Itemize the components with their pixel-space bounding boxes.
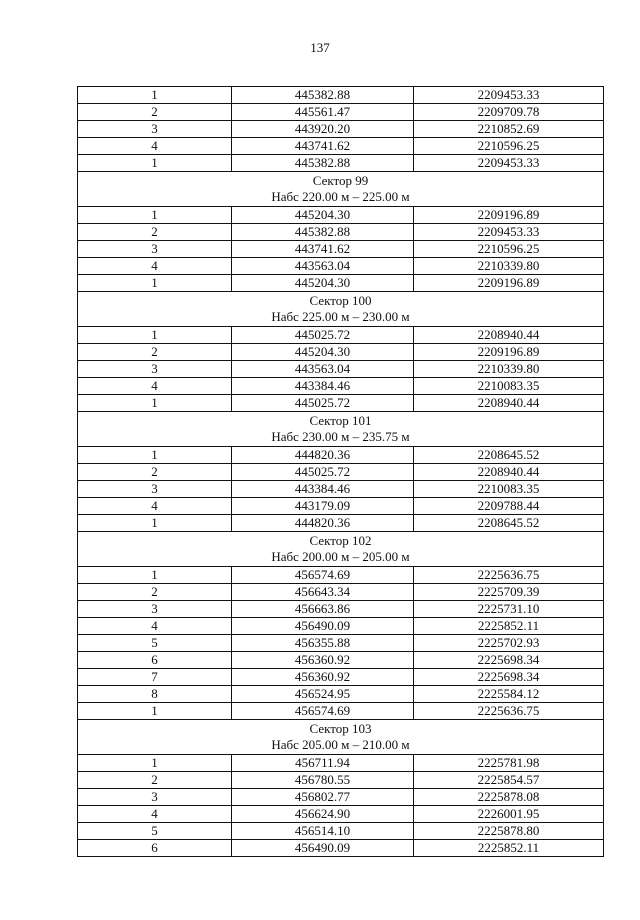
table-row [78,275,604,292]
point-number-cell: 2 [78,464,232,481]
table-row [78,618,604,635]
table-row [78,155,604,172]
x-coordinate-cell: 445025.72 [232,464,414,481]
x-coordinate-cell: 456514.10 [232,823,414,840]
y-coordinate-cell: 2210083.35 [414,481,604,498]
table-row [78,258,604,275]
y-coordinate-cell: 2225781.98 [414,755,604,772]
table-row [78,703,604,720]
x-coordinate-cell: 443741.62 [232,241,414,258]
sector-header-cell [78,412,604,447]
point-number-cell: 3 [78,789,232,806]
point-number-cell: 5 [78,823,232,840]
point-number-cell: 4 [78,806,232,823]
y-coordinate-cell: 2208940.44 [414,395,604,412]
table-row [78,207,604,224]
point-number-cell: 1 [78,567,232,584]
table-row [78,498,604,515]
table-row [78,361,604,378]
point-number-cell: 6 [78,652,232,669]
table-row [78,395,604,412]
x-coordinate-cell: 445204.30 [232,207,414,224]
sector-height-range: Набс 230.00 м – 235.75 м [271,429,410,444]
table-row [78,327,604,344]
table-row [78,601,604,618]
x-coordinate-cell: 445382.88 [232,224,414,241]
point-number-cell: 2 [78,104,232,121]
x-coordinate-cell: 443920.20 [232,121,414,138]
table-row [78,755,604,772]
point-number-cell: 3 [78,601,232,618]
sector-title: Сектор 103 [309,721,372,736]
point-number-cell: 1 [78,515,232,532]
x-coordinate-cell: 443563.04 [232,258,414,275]
y-coordinate-cell: 2225702.93 [414,635,604,652]
x-coordinate-cell: 456663.86 [232,601,414,618]
point-number-cell: 4 [78,258,232,275]
x-coordinate-cell: 456643.34 [232,584,414,601]
sector-header-row [78,720,604,755]
sector-height-range: Набс 200.00 м – 205.00 м [271,549,410,564]
point-number-cell: 2 [78,772,232,789]
y-coordinate-cell: 2225636.75 [414,567,604,584]
point-number-cell: 8 [78,686,232,703]
x-coordinate-cell: 456360.92 [232,669,414,686]
table-row [78,447,604,464]
y-coordinate-cell: 2225698.34 [414,652,604,669]
table-row [78,635,604,652]
x-coordinate-cell: 443384.46 [232,378,414,395]
x-coordinate-cell: 456780.55 [232,772,414,789]
point-number-cell: 4 [78,498,232,515]
y-coordinate-cell: 2209788.44 [414,498,604,515]
y-coordinate-cell: 2208645.52 [414,515,604,532]
y-coordinate-cell: 2210339.80 [414,258,604,275]
y-coordinate-cell: 2209196.89 [414,344,604,361]
sector-header-row [78,532,604,567]
x-coordinate-cell: 456711.94 [232,755,414,772]
point-number-cell: 1 [78,155,232,172]
x-coordinate-cell: 456355.88 [232,635,414,652]
x-coordinate-cell: 444820.36 [232,515,414,532]
page-number: 137 [310,40,330,55]
point-number-cell: 1 [78,327,232,344]
x-coordinate-cell: 443741.62 [232,138,414,155]
x-coordinate-cell: 456574.69 [232,567,414,584]
x-coordinate-cell: 443563.04 [232,361,414,378]
y-coordinate-cell: 2210596.25 [414,241,604,258]
point-number-cell: 4 [78,618,232,635]
sector-title: Сектор 101 [309,413,372,428]
sector-header-row [78,172,604,207]
sector-title: Сектор 100 [309,293,372,308]
sector-header-cell [78,532,604,567]
point-number-cell: 2 [78,584,232,601]
x-coordinate-cell: 456360.92 [232,652,414,669]
point-number-cell: 3 [78,361,232,378]
table-row [78,686,604,703]
y-coordinate-cell: 2210339.80 [414,361,604,378]
y-coordinate-cell: 2225878.08 [414,789,604,806]
point-number-cell: 1 [78,87,232,104]
sector-header-row [78,292,604,327]
table-row [78,772,604,789]
point-number-cell: 7 [78,669,232,686]
y-coordinate-cell: 2226001.95 [414,806,604,823]
x-coordinate-cell: 456574.69 [232,703,414,720]
table-row [78,104,604,121]
y-coordinate-cell: 2225852.11 [414,618,604,635]
x-coordinate-cell: 445561.47 [232,104,414,121]
table-row [78,224,604,241]
x-coordinate-cell: 445025.72 [232,395,414,412]
y-coordinate-cell: 2225636.75 [414,703,604,720]
sector-header-cell [78,172,604,207]
table-row [78,344,604,361]
y-coordinate-cell: 2209453.33 [414,87,604,104]
x-coordinate-cell: 443384.46 [232,481,414,498]
point-number-cell: 1 [78,275,232,292]
sector-height-range: Набс 225.00 м – 230.00 м [271,309,410,324]
x-coordinate-cell: 445204.30 [232,275,414,292]
x-coordinate-cell: 445382.88 [232,87,414,104]
table-row [78,567,604,584]
x-coordinate-cell: 445025.72 [232,327,414,344]
point-number-cell: 2 [78,344,232,361]
x-coordinate-cell: 456490.09 [232,618,414,635]
sector-height-range: Набс 220.00 м – 225.00 м [271,189,410,204]
table-row [78,241,604,258]
y-coordinate-cell: 2209196.89 [414,207,604,224]
y-coordinate-cell: 2225709.39 [414,584,604,601]
x-coordinate-cell: 445382.88 [232,155,414,172]
point-number-cell: 1 [78,755,232,772]
x-coordinate-cell: 445204.30 [232,344,414,361]
x-coordinate-cell: 456524.95 [232,686,414,703]
table-row [78,464,604,481]
coordinates-table [77,86,604,857]
table-row [78,481,604,498]
x-coordinate-cell: 456802.77 [232,789,414,806]
table-row [78,806,604,823]
table-row [78,823,604,840]
x-coordinate-cell: 444820.36 [232,447,414,464]
y-coordinate-cell: 2209709.78 [414,104,604,121]
point-number-cell: 4 [78,138,232,155]
y-coordinate-cell: 2225584.12 [414,686,604,703]
sector-title: Сектор 102 [309,533,372,548]
point-number-cell: 6 [78,840,232,857]
sector-header-cell [78,292,604,327]
sector-header-cell [78,720,604,755]
sector-title: Сектор 99 [312,173,369,188]
y-coordinate-cell: 2208940.44 [414,464,604,481]
sector-header-row [78,412,604,447]
point-number-cell: 3 [78,481,232,498]
point-number-cell: 5 [78,635,232,652]
point-number-cell: 1 [78,395,232,412]
point-number-cell: 1 [78,447,232,464]
y-coordinate-cell: 2225698.34 [414,669,604,686]
y-coordinate-cell: 2225878.80 [414,823,604,840]
sector-height-range: Набс 205.00 м – 210.00 м [271,737,410,752]
point-number-cell: 1 [78,207,232,224]
table-row [78,138,604,155]
point-number-cell: 1 [78,703,232,720]
table-row [78,515,604,532]
y-coordinate-cell: 2210596.25 [414,138,604,155]
y-coordinate-cell: 2209196.89 [414,275,604,292]
y-coordinate-cell: 2225852.11 [414,840,604,857]
point-number-cell: 3 [78,241,232,258]
table-row [78,789,604,806]
y-coordinate-cell: 2208940.44 [414,327,604,344]
y-coordinate-cell: 2225854.57 [414,772,604,789]
table-row [78,669,604,686]
table-row [78,121,604,138]
coordinates-table-body [78,87,604,857]
x-coordinate-cell: 456624.90 [232,806,414,823]
point-number-cell: 4 [78,378,232,395]
table-row [78,840,604,857]
table-row [78,652,604,669]
y-coordinate-cell: 2210852.69 [414,121,604,138]
y-coordinate-cell: 2225731.10 [414,601,604,618]
y-coordinate-cell: 2209453.33 [414,224,604,241]
x-coordinate-cell: 456490.09 [232,840,414,857]
table-row [78,584,604,601]
y-coordinate-cell: 2208645.52 [414,447,604,464]
y-coordinate-cell: 2210083.35 [414,378,604,395]
table-row [78,87,604,104]
x-coordinate-cell: 443179.09 [232,498,414,515]
table-row [78,378,604,395]
y-coordinate-cell: 2209453.33 [414,155,604,172]
point-number-cell: 3 [78,121,232,138]
point-number-cell: 2 [78,224,232,241]
